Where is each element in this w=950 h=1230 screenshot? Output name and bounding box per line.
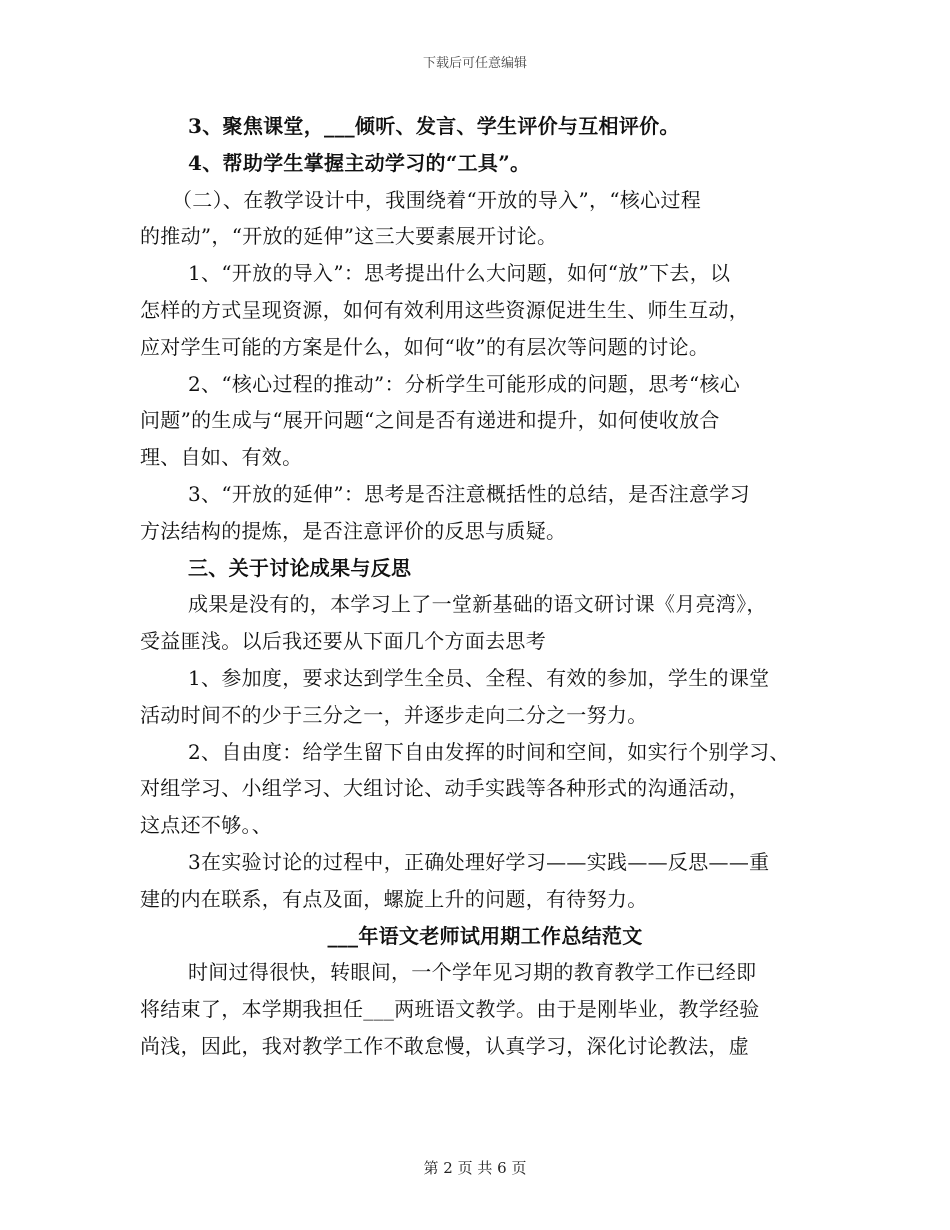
text-line: 2、自由度：给学生留下自由发挥的时间和空间，如实行个别学习、 (188, 739, 790, 764)
text-line: 这点还不够。、 (140, 813, 273, 838)
text-line: 问题”的生成与“展开问题“之间是否有递进和提升，如何使收放合 (140, 408, 720, 433)
text-line: 1、“开放的导入”：思考提出什么大问题，如何“放”下去，以 (188, 261, 731, 286)
document-body (140, 108, 830, 1065)
text-line: 理、自如、有效。 (140, 445, 303, 470)
text-line: 3在实验讨论的过程中，正确处理好学习——实践——反思——重 (188, 849, 770, 874)
text-line: 受益匪浅。以后我还要从下面几个方面去思考 (140, 629, 546, 654)
text-line: 2、“核心过程的推动”：分析学生可能形成的问题，思考“核心 (188, 371, 741, 396)
text-line: 成果是没有的，本学习上了一堂新基础的语文研讨课《月亮湾》， (188, 592, 767, 617)
page-header: 下载后可任意编辑 (422, 56, 527, 71)
page-footer: 第 2 页 共 6 页 (423, 1159, 527, 1177)
text-line: 建的内在联系，有点及面，螺旋上升的问题，有待努力。 (140, 886, 648, 911)
text-line: （二）、在教学设计中，我围绕着“开放的导入”，“核心过程 (172, 187, 702, 212)
text-line: 方法结构的提炼，是否注意评价的反思与质疑。 (140, 518, 567, 543)
text-line: ___年语文老师试用期工作总结范文 (327, 923, 643, 948)
text-line: 时间过得很快，转眼间，一个学年见习期的教育教学工作已经即 (188, 960, 757, 985)
text-line: 1、参加度，要求达到学生全员、全程、有效的参加，学生的课堂 (188, 665, 770, 690)
text-line: 活动时间不的少于三分之一，并逐步走向二分之一努力。 (140, 702, 648, 727)
text-line: 怎样的方式呈现资源，如何有效利用这些资源促进生生、师生互动， (140, 297, 749, 322)
text-line: 尚浅，因此，我对教学工作不敢怠慢，认真学习，深化讨论教法，虚 (140, 1033, 749, 1058)
text-line: 对组学习、小组学习、大组讨论、动手实践等各种形式的沟通活动， (140, 776, 749, 801)
text-line: 4、帮助学生掌握主动学习的“工具”。 (188, 150, 531, 175)
text-line: 三、关于讨论成果与反思 (188, 555, 412, 580)
text-line: 将结束了，本学期我担任___两班语文教学。由于是刚毕业，教学经验 (140, 997, 760, 1022)
text-line: 的推动”，“开放的延伸”这三大要素展开讨论。 (140, 224, 558, 249)
text-line: 应对学生可能的方案是什么，如何“收”的有层次等问题的讨论。 (140, 334, 710, 359)
text-line: 3、“开放的延伸”：思考是否注意概括性的总结，是否注意学习 (188, 481, 750, 506)
text-line: 3、聚焦课堂，___倾听、发言、学生评价与互相评价。 (188, 114, 680, 138)
